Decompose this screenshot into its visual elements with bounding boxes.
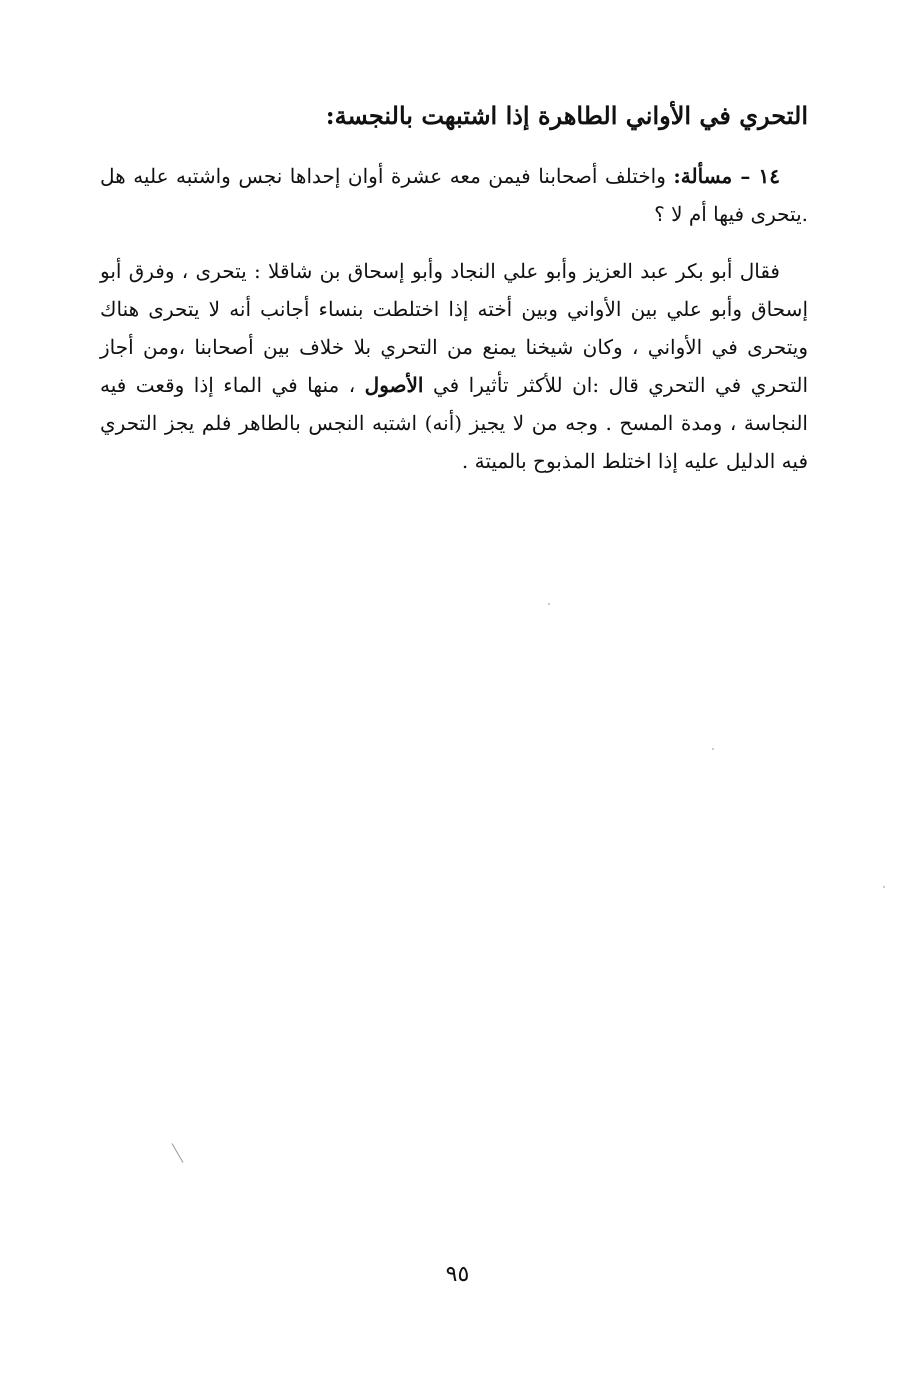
discussion-text-end: ، منها في الماء إذا وقعت فيه النجاسة ، ومدة المسح . وجه من لا يجيز (أنه) اشتبه النجس بالطاهر فلم يجز التحري فيه الدليل عليه إذا اختلط المذبوح بالميتة . (100, 373, 808, 473)
scan-mark (172, 1143, 184, 1163)
issue-text: واختلف أصحابنا فيمن معه عشرة أوان إحداها نجس واشتبه عليه هل .يتحرى فيها أم لا ؟ (100, 164, 808, 226)
issue-number-label: ١٤ – مسألة: (673, 164, 780, 188)
scan-speck (883, 886, 885, 888)
issue-paragraph (100, 157, 808, 233)
discussion-bold-term: الأصول (364, 373, 424, 397)
discussion-paragraph (100, 252, 808, 480)
scan-speck (712, 748, 714, 750)
discussion-text-start: فقال أبو بكر عبد العزيز وأبو علي النجاد وأبو إسحاق بن شاقلا : يتحرى ، وفرق أبو إسحاق وأبو علي بين الأواني وبين أخته إذا اختلطت بنساء أجانب أنه لا يتحرى هناك ويتحرى في الأواني ، وكان شيخنا يمنع من التحري بلا خلاف بين أصحابنا ،ومن أجاز التحري في التحري قال :ان للأكثر تأثيرا في (100, 259, 808, 397)
scan-speck (548, 603, 550, 605)
page-number: ٩٥ (445, 1262, 470, 1287)
section-heading: التحري في الأواني الطاهرة إذا اشتبهت بالنجسة: (325, 101, 808, 130)
